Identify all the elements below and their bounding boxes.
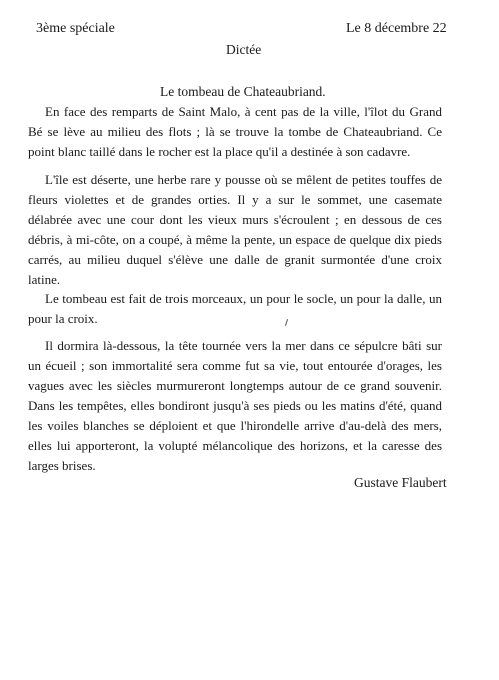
- paragraph-line: Bé se lève au milieu des flots ; là se trouve la tombe de Chateaubriand. Ce: [28, 124, 442, 139]
- paragraph-line: vagues avec les siècles murmureront longtemps autour de ce grand souvenir.: [28, 378, 442, 393]
- date-label: Le 8 décembre 22: [346, 21, 447, 36]
- paragraph-line: débris, à mi-côte, on a coupé, à même la pente, un espace de quelque dix pieds: [28, 232, 442, 247]
- paragraph-line: latine.: [28, 272, 61, 287]
- paragraph-4: [28, 336, 442, 476]
- paragraph-line: fleurs violettes et de grandes orties. Il y a sur le sommet, une casemate: [28, 192, 442, 207]
- paragraph-line: les voiles blanches se déploient et que l'hirondelle arrive d'au-delà des mers,: [28, 418, 442, 433]
- paragraph-line: Le tombeau est fait de trois morceaux, un pour le socle, un pour la dalle, un: [45, 291, 442, 306]
- author-signature: Gustave Flaubert: [354, 475, 447, 490]
- document-type-heading: Dictée: [226, 42, 262, 57]
- paragraph-1: [28, 102, 442, 162]
- paragraph-line: larges brises.: [28, 458, 96, 473]
- paragraph-line: délabrée avec une cour dont les vieux murs s'écroulent ; en dessous de ces: [28, 212, 442, 227]
- class-label: 3ème spéciale: [36, 21, 115, 36]
- paragraph-line: elles lui apporteront, la volupté mélancolique des horizons, et la caresse des: [28, 438, 442, 453]
- document-title: Le tombeau de Chateaubriand.: [160, 84, 326, 99]
- paragraph-line: En face des remparts de Saint Malo, à cent pas de la ville, l'îlot du Grand: [45, 104, 442, 119]
- paragraph-line: un écueil ; son immortalité sera comme fut sa vie, tout entourée d'orages, les: [28, 358, 442, 373]
- paragraph-line: pour la croix.: [28, 311, 98, 326]
- paragraph-3: [28, 289, 442, 329]
- paragraph-line: point blanc taillé dans le rocher est la place qu'il a destinée à son cadavre.: [28, 144, 411, 159]
- paragraph-line: Dans les tempêtes, elles bondiront jusqu'à ses pieds ou les matins d'été, quand: [28, 398, 442, 413]
- paragraph-2: [28, 170, 442, 290]
- paragraph-line: carrés, au milieu duquel s'élève une dalle de granit surmontée d'une croix: [28, 252, 442, 267]
- paragraph-line: Il dormira là-dessous, la tête tournée vers la mer dans ce sépulcre bâti sur: [45, 338, 442, 353]
- paragraph-line: L'île est déserte, une herbe rare y pousse où se mêlent de petites touffes de: [45, 172, 442, 187]
